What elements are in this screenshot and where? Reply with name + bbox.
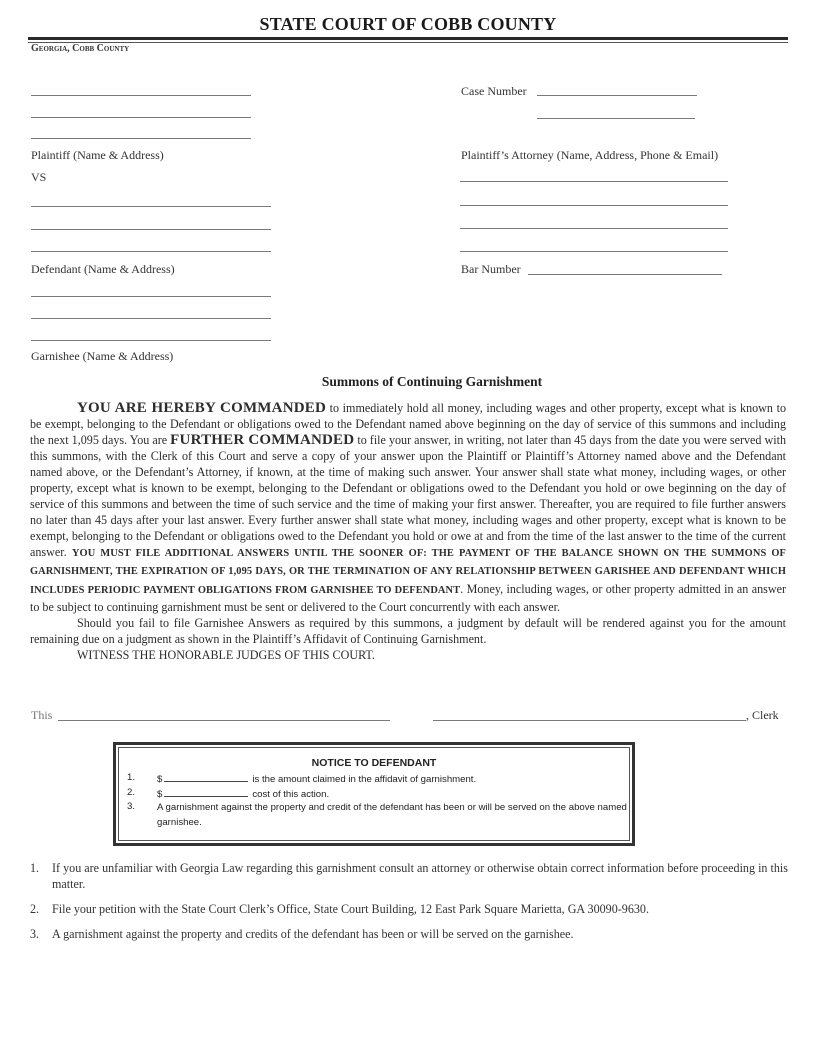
default-judgment-text: Should you fail to file Garnishee Answers as required by this summons, a judgment by default will be rendered against you for the amount remaining due on a judgment as shown in the Plaintiff’s Affidavit of Continuing Garnishment. <box>30 615 786 646</box>
attorney-line-1[interactable] <box>460 181 728 182</box>
commanded-text: YOU ARE HEREBY COMMANDED <box>77 400 326 416</box>
plaintiff-line-1[interactable] <box>31 95 251 96</box>
garnishee-line-3[interactable] <box>31 340 271 341</box>
date-line[interactable] <box>58 720 390 721</box>
defendant-label: Defendant (Name & Address) <box>31 262 175 276</box>
witness-text: WITNESS THE HONORABLE JUDGES OF THIS COURT. <box>77 647 375 662</box>
summons-text-3: . Money, including wages, or other property admitted in an answer to be subject to continuing garnishment must be sent or delivered to the Court concurrently with each answer. <box>30 581 786 614</box>
case-number-line-1[interactable] <box>537 95 697 96</box>
attorney-label: Plaintiff’s Attorney (Name, Address, Phone & Email) <box>461 148 719 162</box>
clerk-signature-line[interactable] <box>433 720 746 721</box>
attorney-line-4[interactable] <box>460 251 728 252</box>
bar-number-line[interactable] <box>528 274 722 275</box>
garnishee-line-2[interactable] <box>31 318 271 319</box>
footer-item: 1. If you are unfamiliar with Georgia Law regarding this garnishment consult an attorney or otherwise obtain correct information before proceeding in this matter. <box>30 861 788 891</box>
plaintiff-line-3[interactable] <box>31 138 251 139</box>
further-commanded-text: FURTHER COMMANDED <box>170 432 355 449</box>
attorney-line-3[interactable] <box>460 228 728 229</box>
footer-item: 3. A garnishment against the property and credits of the defendant has been or will be served on the garnishee. <box>30 927 574 941</box>
case-number-label: Case Number <box>461 84 527 98</box>
court-title: STATE COURT OF COBB COUNTY <box>259 14 557 34</box>
amount-claimed-field[interactable] <box>164 772 248 782</box>
plaintiff-label: Plaintiff (Name & Address) <box>31 148 164 162</box>
court-subtitle: Georgia, Cobb County <box>31 43 130 54</box>
summons-text-2: to file your answer, in writing, not later than 45 days from the date you were served with this summons, with the Clerk of this Court and serve a copy of your answer upon the Plaintiff or Plaintiff’s Attorney named above and the Defendant named above, or the Defendant’s Attorney, if known, at the time of making such answer. Your answer shall state what money, including wages, or other property, except what is known to be exempt, belonging to the Defendant or obligations owed to the Defendant you hold or owe beginning on the day of service of this summons and between the time of such service and the time of making your first answer. Thereafter, you are required to file further answers no later than 45 days after your last answer. Every further answer shall state what money, including wages and other property, except what is known to be exempt, belonging to the Defendant or obligations owed to the Defendant you hold or owe at and from the time of the last answer to the time of the current answer. <box>30 433 786 560</box>
notice-to-defendant-box: NOTICE TO DEFENDANT 1. $ is the amount claimed in the affidavit of garnishment. 2. $ cost of this action. 3. A garnishment against the property and credit of the defendant has been or will be served on the above named garnishee. <box>113 742 635 846</box>
vs-label: VS <box>31 170 47 184</box>
defendant-line-1[interactable] <box>31 206 271 207</box>
garnishee-label: Garnishee (Name & Address) <box>31 349 174 363</box>
header-rule-thick <box>28 37 788 40</box>
plaintiff-line-2[interactable] <box>31 117 251 118</box>
defendant-line-2[interactable] <box>31 229 271 230</box>
header-rule-thin <box>28 42 788 43</box>
footer-item: 2. File your petition with the State Court Clerk’s Office, State Court Building, 12 East Park Square Marietta, GA 30090-9630. <box>30 902 649 916</box>
summons-heading: Summons of Continuing Garnishment <box>321 374 543 389</box>
defendant-line-3[interactable] <box>31 251 271 252</box>
attorney-line-2[interactable] <box>460 205 728 206</box>
this-label: This <box>31 708 53 722</box>
summons-text-1: to immediately hold all money, including wages and other property, except what is known to be exempt, belonging to the Defendant or obligations owed to the Defendant named above beginning on the day of service of this summons and including the next 1,095 days. You are <box>30 401 786 448</box>
garnishee-line-1[interactable] <box>31 296 271 297</box>
summons-body <box>30 400 786 663</box>
clerk-label: , Clerk <box>746 708 779 722</box>
additional-answers-notice: YOU MUST FILE ADDITIONAL ANSWERS UNTIL THE SOONER OF: THE PAYMENT OF THE BALANCE SHOWN ON THE SUMMONS OF GARNISHMENT, THE EXPIRATION OF 1,095 DAYS, OR THE TERMINATION OF ANY RELATIONSHIP BETWEEN GARISHEE AND DEFENDANT WHICH INCLUDES PERIODIC PAYMENT OBLIGATIONS FROM GARNISHEE TO DEFENDANT <box>30 548 786 596</box>
notice-title: NOTICE TO DEFENDANT <box>311 757 437 769</box>
case-number-line-2[interactable] <box>537 118 695 119</box>
bar-number-label: Bar Number <box>461 262 521 276</box>
cost-field[interactable] <box>164 787 248 797</box>
